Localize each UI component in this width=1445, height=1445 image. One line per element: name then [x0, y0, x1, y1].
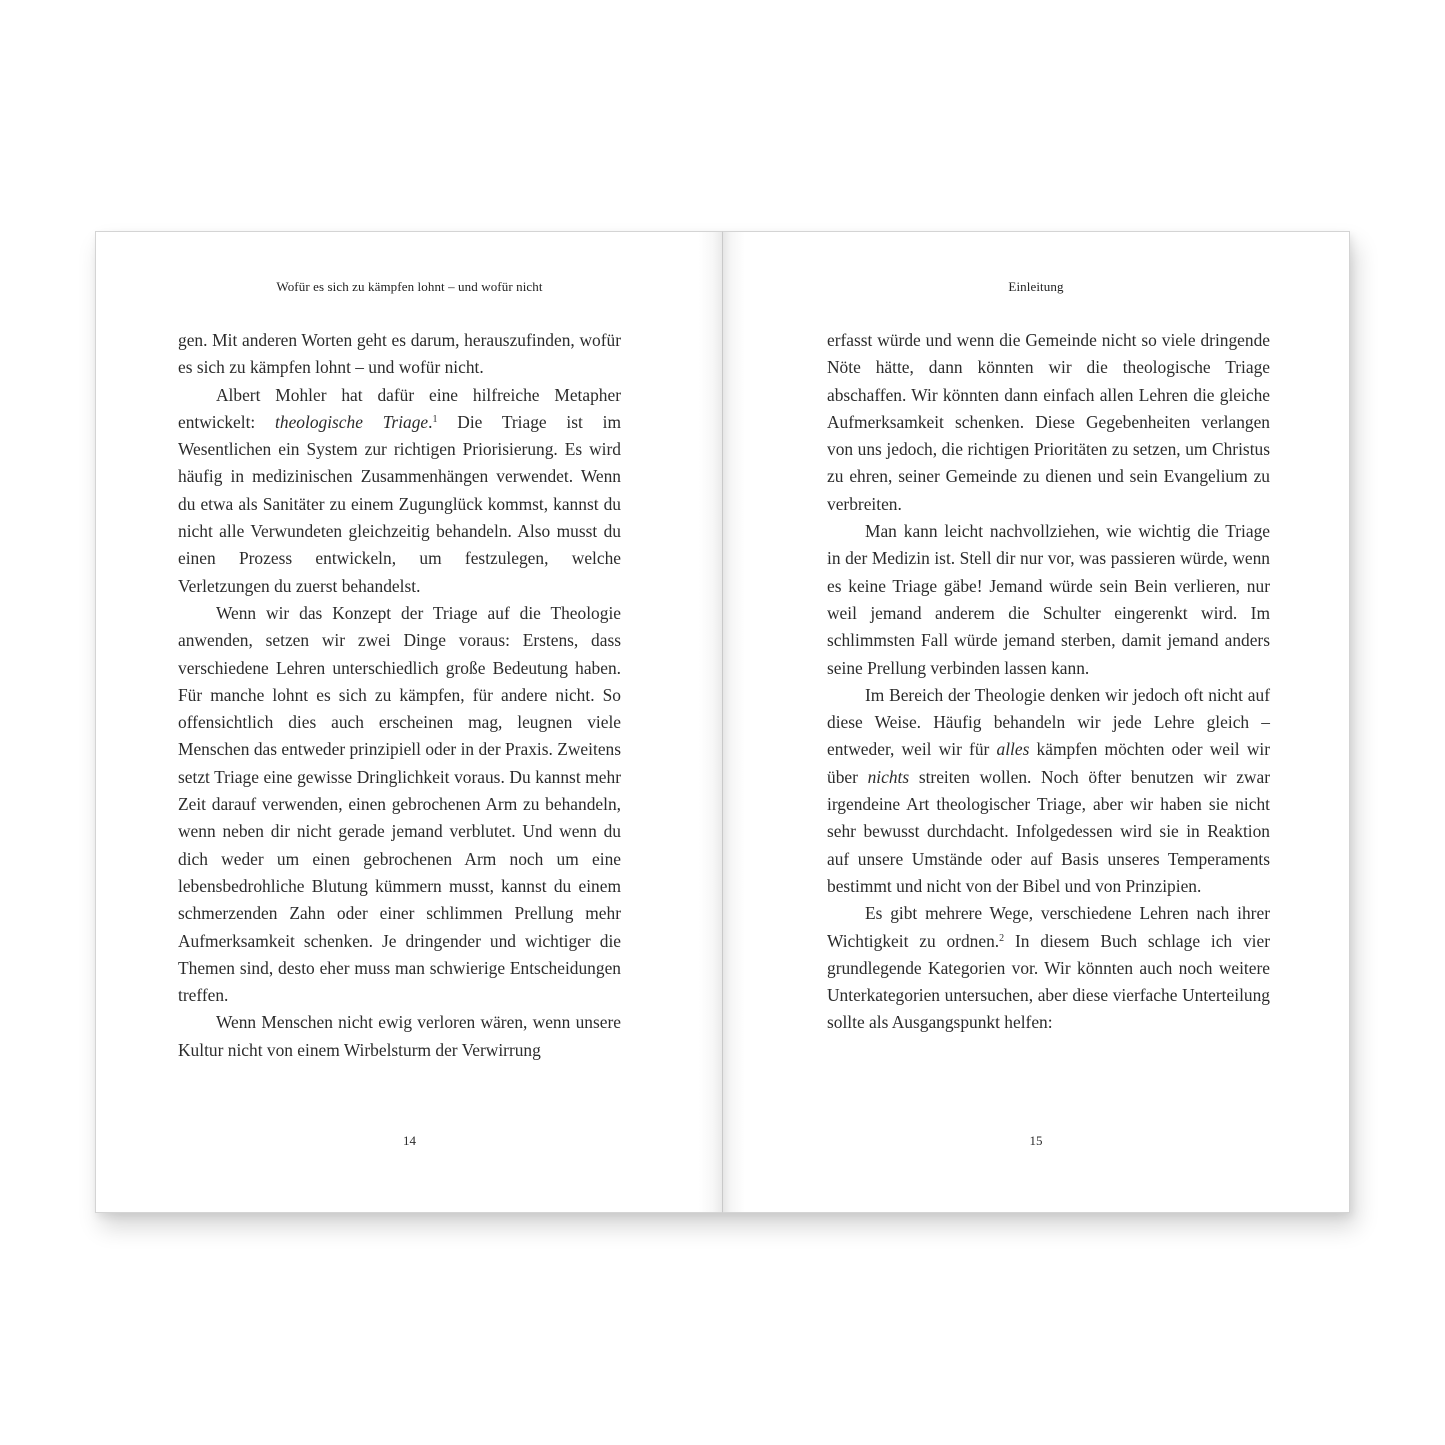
paragraph: gen. Mit anderen Worten geht es darum, herauszufinden, wofür es sich zu kämpfen lohnt – und wofür nicht.	[178, 330, 621, 378]
emphasis-text: nichts	[867, 766, 910, 787]
page-number-right: 15	[1029, 1133, 1043, 1148]
paragraph-text: Im Bereich der Theologie denken wir jedoch oft nicht auf diese Weise. Häufig behandeln wir jede Lehre gleich – entweder, weil wir für	[827, 684, 1270, 760]
paragraph: Albert Mohler hat dafür eine hilfreiche Metapher entwickelt: theologische Triage.$^1$ Die Triage ist im Wesentlichen ein System zur richtigen Priorisierung. Es wird häufig in medizinischen Zusammenhängen verwendet. Wenn du etwa als Sanitäter zu einem Zugunglück kommst, kannst du nicht alle Verwundeten gleichzeitig behandeln. Also musst du einen Prozess entwickeln, um festzulegen, welche Verletzungen du zuerst behandelst.	[178, 384, 621, 596]
emphasis-text: theologische Triage	[275, 411, 429, 432]
paragraph	[827, 900, 1270, 1036]
emphasis-text: alles	[996, 739, 1030, 760]
open-book	[95, 231, 1350, 1213]
running-head-right: Einleitung	[1008, 279, 1064, 294]
left-page	[95, 231, 723, 1213]
paragraph-text: Die Triage ist im Wesentlichen ein System zur richtigen Priorisierung. Es wird häufig in medizinischen Zusammenhängen verwendet. Wenn du etwa als Sanitäter zu einem Zugunglück kommst, kannst du nicht alle Verwundeten gleichzeitig behandeln. Also musst du einen Prozess entwickeln, um festzulegen, welche Verletzungen du zuerst behandelst.	[178, 411, 621, 596]
left-page-body	[178, 327, 621, 1064]
paragraph: Wenn Menschen nicht ewig verloren wären, wenn unsere Kultur nicht von einem Wirbelsturm der Verwirrung	[178, 1012, 621, 1060]
running-head-left: Wofür es sich zu kämpfen lohnt – und wofür nicht	[276, 279, 543, 294]
footnote-marker: 2	[999, 932, 1005, 944]
page-number-left: 14	[403, 1133, 416, 1148]
footnote-marker: 1	[432, 413, 438, 425]
paragraph-text: streiten wollen. Noch öfter benutzen wir zwar irgendeine Art theologischer Triage, aber wir haben sie nicht sehr bewusst durchdacht. Infolgedessen wird sie in Reaktion auf unsere Umstände oder auf Basis unseres Temperaments bestimmt und nicht von der Bibel und von Prinzipien.	[827, 766, 1271, 896]
paragraph-text: kämpfen möchten oder weil wir über	[827, 739, 1270, 787]
right-page-body	[827, 327, 1270, 1037]
paragraph: Man kann leicht nachvollziehen, wie wichtig die Triage in der Medizin ist. Stell dir nur vor, was passieren würde, wenn es keine Triage gäbe! Jemand würde sein Bein verlieren, nur weil jemand anderem die Schulter eingerenkt wird. Im schlimmsten Fall würde jemand sterben, damit jemand anders seine Prellung verbinden lassen kann.	[827, 521, 1270, 678]
paragraph-text: In diesem Buch schlage ich vier grundlegende Kategorien vor. Wir könnten auch noch weitere Unterkategorien untersuchen, aber diese vierfache Unterteilung sollte als Ausgangspunkt helfen:	[827, 930, 1270, 1033]
paragraph: Wenn wir das Konzept der Triage auf die Theologie anwenden, setzen wir zwei Dinge voraus: Erstens, dass verschiedene Lehren unterschiedlich große Bedeutung haben. Für manche lohnt es sich zu kämpfen, für andere nicht. So offensichtlich dies auch erscheinen mag, leugnen viele Menschen das entweder prinzipiell oder in der Praxis. Zweitens setzt Triage eine gewisse Dringlichkeit voraus. Du kannst mehr Zeit darauf verwenden, einen gebrochenen Arm zu behandeln, wenn neben dir nicht gerade jemand verblutet. Und wenn du dich weder um einen gebrochenen Arm noch um eine lebensbedrohliche Blutung kümmern musst, kannst du einem schmerzenden Zahn oder einer schlimmen Prellung mehr Aufmerksamkeit schenken. Je dringender und wichtiger die Themen sind, desto eher muss man schwierige Entscheidungen treffen.	[178, 602, 621, 1006]
right-page	[722, 231, 1350, 1213]
paragraph	[827, 682, 1270, 900]
paragraph-text: Es gibt mehrere Wege, verschiedene Lehren nach ihrer Wichtigkeit zu ordnen.	[827, 903, 1270, 951]
paragraph: erfasst würde und wenn die Gemeinde nicht so viele dringende Nöte hätte, dann könnten wir die theologische Triage abschaffen. Wir könnten dann einfach allen Lehren die gleiche Aufmerksamkeit schenken. Diese Gegebenheiten verlangen von uns jedoch, die richtigen Prioritäten zu setzen, um Christus zu ehren, seiner Gemeinde zu dienen und sein Evangelium zu verbreiten.	[827, 330, 1270, 514]
paragraph-text: Albert Mohler hat dafür eine hilfreiche Metapher entwickelt:	[178, 384, 621, 432]
